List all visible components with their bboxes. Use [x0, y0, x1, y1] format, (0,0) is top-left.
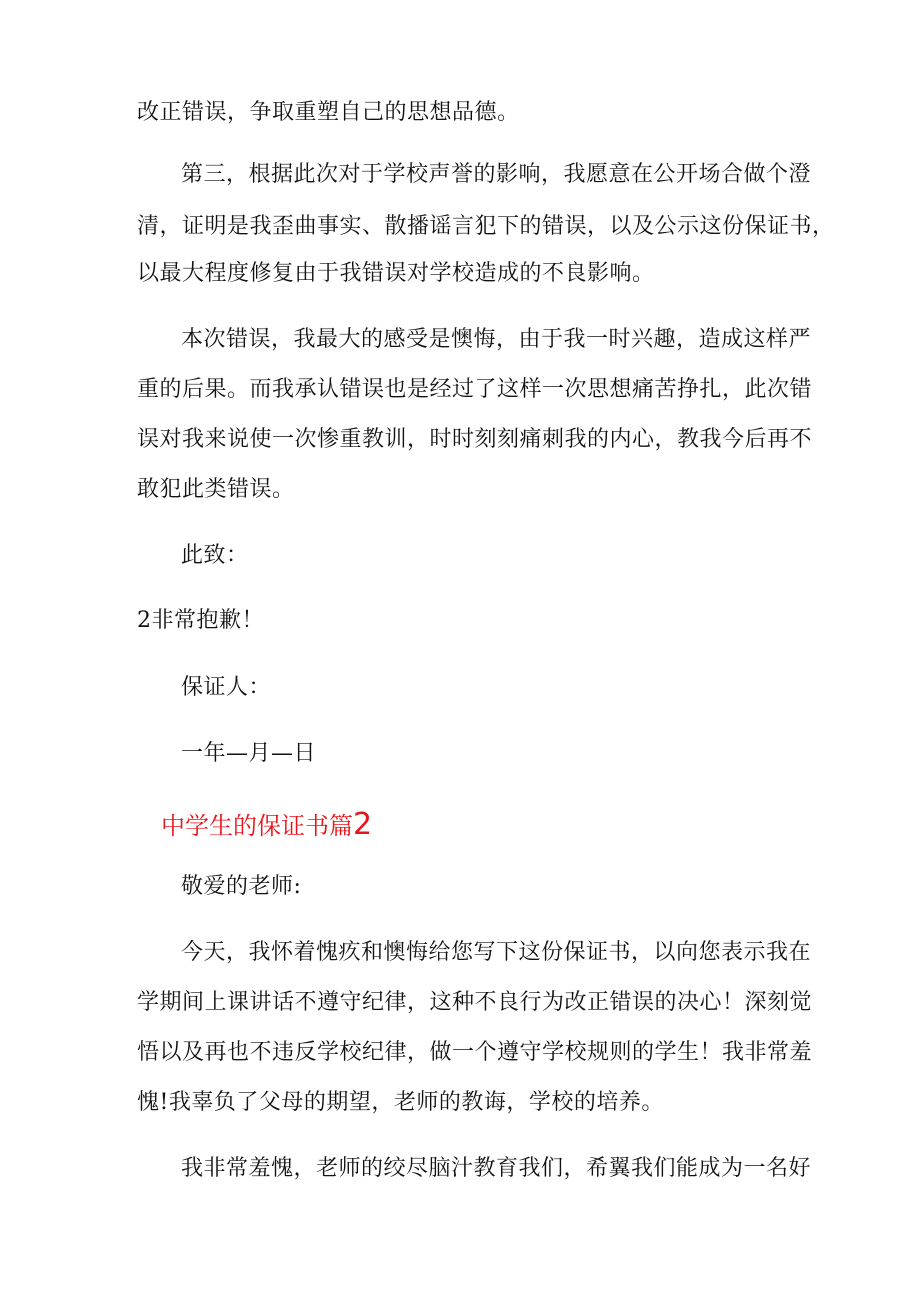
paragraph-4-line-4: 愧!我辜负了父母的期望，老师的教诲，学校的培养。: [137, 1090, 664, 1115]
apology-line: 2非常抱歉！: [137, 608, 264, 633]
paragraph-2-line-1: 第三，根据此次对于学校声誉的影响，我愿意在公开场合做个澄: [181, 162, 812, 187]
section-heading-text: 中学生的保证书篇: [161, 812, 353, 840]
paragraph-1-line-1: 改正错误，争取重塑自己的思想品德。: [137, 100, 520, 125]
paragraph-3-line-3: 误对我来说使一次惨重教训，时时刻刻痛刺我的内心，教我今后再不: [137, 427, 813, 452]
paragraph-2-line-2: 清，证明是我歪曲事实、散播谣言犯下的错误，以及公示这份保证书，: [137, 214, 835, 239]
paragraph-4-line-2: 学期间上课讲话不遵守纪律，这种不良行为改正错误的决心！深刻觉: [137, 990, 813, 1015]
paragraph-5-line-1: 我非常羞愧，老师的绞尽脑汁教育我们，希翼我们能成为一名好: [181, 1156, 812, 1181]
section-heading: [161, 808, 372, 843]
paragraph-3-line-2: 重的后果。而我承认错误也是经过了这样一次思想痛苦挣扎，此次错: [137, 377, 813, 402]
paragraph-3-line-4: 敢犯此类错误。: [137, 477, 295, 502]
section-heading-number: 2: [353, 807, 373, 842]
date-line: 一年—月—日: [181, 741, 317, 766]
paragraph-3-line-1: 本次错误，我最大的感受是懊悔，由于我一时兴趣，造成这样严: [181, 327, 812, 352]
paragraph-2-line-3: 以最大程度修复由于我错误对学校造成的不良影响。: [137, 261, 655, 286]
paragraph-4-line-3: 悟以及再也不违反学校纪律，做一个遵守学校规则的学生！我非常羞: [137, 1040, 813, 1065]
salutation-line: 敬爱的老师:: [181, 874, 302, 899]
guarantor-line: 保证人：: [181, 675, 272, 700]
closing-line: 此致：: [181, 543, 249, 568]
paragraph-4-line-1: 今天，我怀着愧疚和懊悔给您写下这份保证书，以向您表示我在: [181, 940, 812, 965]
